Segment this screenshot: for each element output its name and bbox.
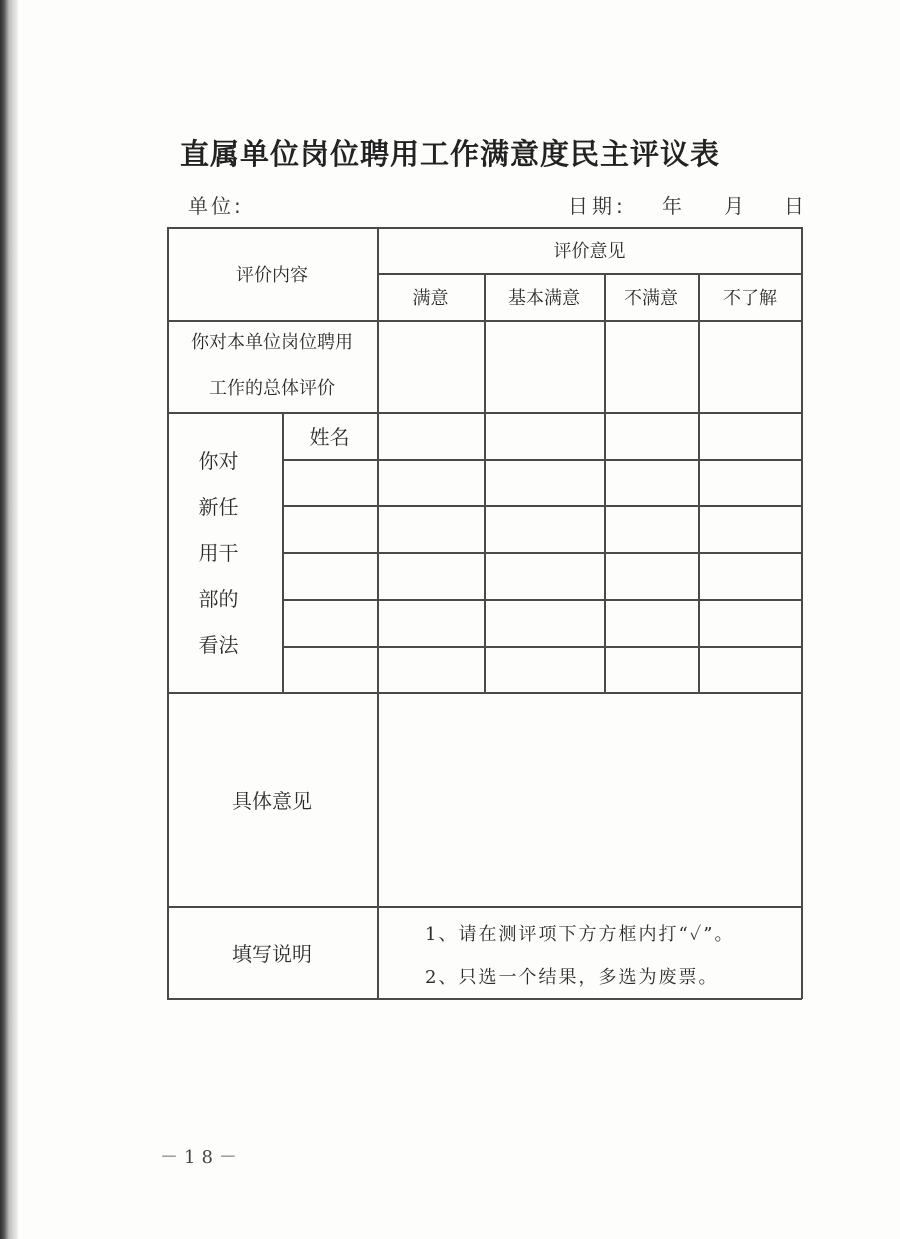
- cadre-name-field[interactable]: [283, 647, 377, 692]
- date-label: 日期:: [568, 194, 627, 218]
- day-label: 日: [784, 194, 804, 218]
- content-header: 评价内容: [236, 264, 308, 286]
- overall-evaluation-line: 你对本单位岗位聘用: [191, 332, 353, 353]
- specific-opinion-label: 具体意见: [232, 788, 312, 813]
- specific-opinion-field[interactable]: [378, 694, 801, 906]
- option-unknown: 不了解: [723, 287, 777, 309]
- new-cadre-label: [167, 413, 282, 693]
- overall-satisfied-box[interactable]: [378, 321, 484, 412]
- instruction-line: 2、只选一个结果，多选为废票。: [425, 967, 719, 988]
- cadre-name-field[interactable]: [283, 506, 377, 552]
- cadre-name-field[interactable]: [283, 553, 377, 599]
- page-number: －18－: [160, 1147, 243, 1168]
- unit-label: 单位:: [188, 194, 244, 218]
- table-border-bottom: [167, 998, 802, 1000]
- cadre-name-field[interactable]: [283, 460, 377, 505]
- document-title: 直属单位岗位聘用工作满意度民主评议表: [179, 137, 720, 171]
- cadre-label-line: 你对: [198, 449, 239, 473]
- overall-unsatisfied-box[interactable]: [605, 321, 698, 412]
- cadre-label-line: 新任: [198, 495, 239, 519]
- overall-unknown-box[interactable]: [699, 321, 801, 412]
- cadre-label-line: 看法: [198, 633, 239, 657]
- scan-page-edge: [0, 0, 18, 1239]
- table-border-right: [801, 227, 803, 999]
- cadre-name-field[interactable]: [283, 600, 377, 646]
- instructions-label: 填写说明: [232, 941, 312, 966]
- option-basically-satisfied: 基本满意: [508, 287, 580, 309]
- cadre-label-line: 部的: [198, 587, 239, 611]
- overall-basically-satisfied-box[interactable]: [485, 321, 604, 412]
- opinion-header: 评价意见: [553, 241, 626, 262]
- option-unsatisfied: 不满意: [624, 287, 678, 309]
- month-label: 月: [724, 194, 744, 218]
- overall-evaluation-line: 工作的总体评价: [209, 378, 335, 399]
- option-satisfied: 满意: [412, 287, 449, 309]
- cadre-label-line: 用干: [198, 541, 239, 565]
- overall-evaluation-label: [167, 320, 377, 412]
- name-header: 姓名: [309, 425, 350, 449]
- instruction-line: 1、请在测评项下方方框内打“✓”。: [425, 924, 735, 945]
- year-label: 年: [662, 194, 682, 218]
